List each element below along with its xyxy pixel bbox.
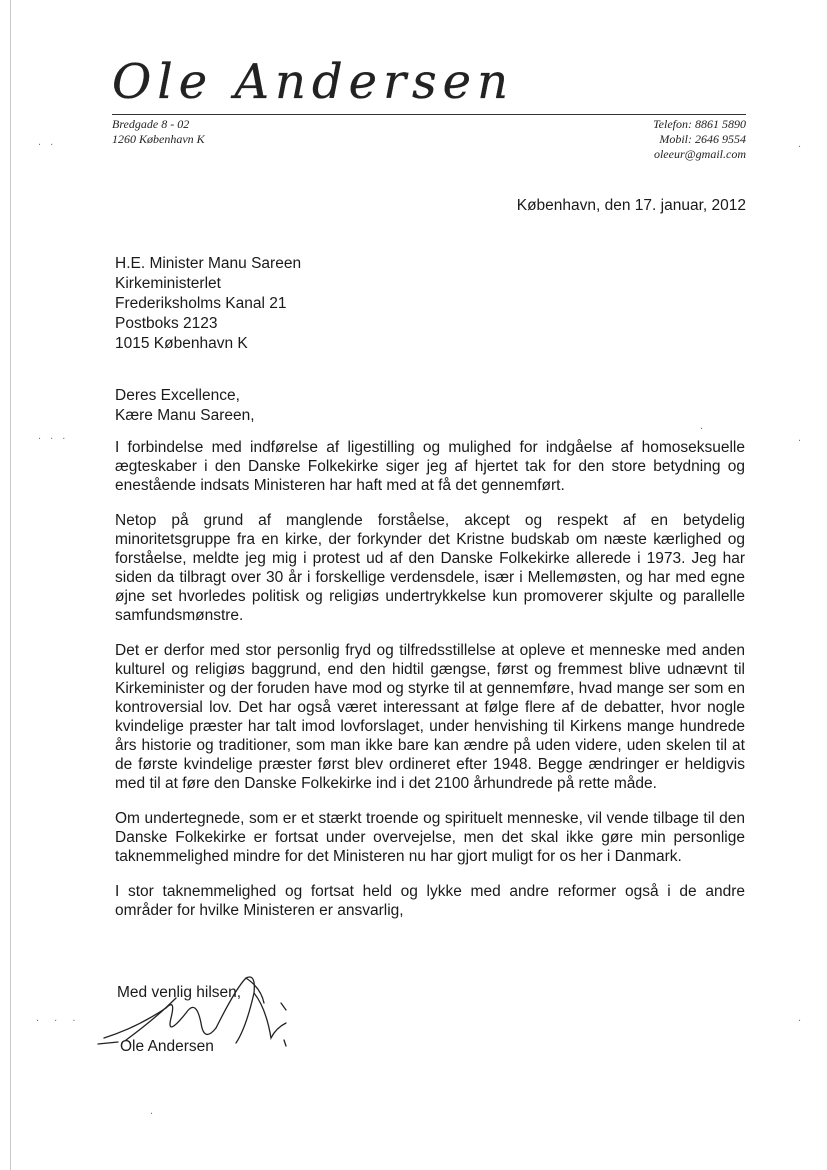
scan-edge-line	[10, 0, 11, 1170]
sender-email: oleeur@gmail.com	[653, 147, 746, 161]
sender-contact	[653, 117, 746, 162]
sender-city: 1260 København K	[112, 132, 205, 146]
sender-address	[112, 117, 205, 147]
closing-line: Med venlig hilsen,	[117, 984, 242, 1001]
letter-date: København, den 17. januar, 2012	[516, 197, 746, 214]
svg-text:Ole Andersen: Ole Andersen	[112, 54, 514, 110]
recipient-line: 1015 København K	[115, 335, 248, 352]
salutation	[115, 386, 255, 426]
letterhead-rule	[112, 114, 746, 115]
letter-body	[115, 438, 745, 936]
sender-phone: Telefon: 8861 5890	[653, 117, 746, 131]
recipient-line: Frederiksholms Kanal 21	[115, 295, 287, 312]
recipient-address	[115, 254, 301, 354]
letterhead-logo	[112, 50, 746, 110]
salutation-line: Kære Manu Sareen,	[115, 407, 255, 424]
body-paragraph: I stor taknemmelighed og fortsat held og lykke med andre reformer også i de andre områder for hvilke Ministeren er ansvarlig,	[115, 883, 745, 919]
body-paragraph: Netop på grund af manglende forståelse, akcept og respekt af en betydelig minoritetsgruppe fra en kirke, der forkynder det Kristne budskab om næste kærlighed og forståelse, meldte jeg mig i protest ud af den Danske Folkekirke allerede i 1973. Jeg har siden da tilbragt over 30 år i forskellige verdensdele, især i Mellemøsten, og har med egne øjne set hvorledes politisk og religiøs undertrykkelse kun promoverer skjulte og parallelle samfundsmønstre.	[115, 512, 745, 624]
sender-mobile: Mobil: 2646 9554	[659, 132, 746, 146]
recipient-line: Postboks 2123	[115, 315, 218, 332]
body-paragraph: I forbindelse med indførelse af ligestilling og mulighed for indgåelse af homoseksuelle ægteskaber i den Danske Folkekirke siger jeg af hjertet tak for den store betydning og enestående indsats Ministeren har haft med at få det gennemført.	[115, 439, 745, 494]
recipient-line: Kirkeministerlet	[115, 275, 221, 292]
sender-street: Bredgade 8 - 02	[112, 117, 190, 131]
salutation-line: Deres Excellence,	[115, 387, 240, 404]
recipient-line: H.E. Minister Manu Sareen	[115, 255, 302, 272]
body-paragraph: Om undertegnede, som er et stærkt troende og spirituelt menneske, vil vende tilbage til den Danske Folkekirke er fortsat under overvejelse, men det skal ikke gøre min personlige taknemmelighed mindre for det Ministeren nu har gjort muligt for os her i Danmark.	[115, 810, 745, 865]
body-paragraph: Det er derfor med stor personlig fryd og tilfredsstillelse at opleve et menneske med anden kulturel og religiøs baggrund, end den hidtil gængse, først og fremmest blive udnævnt til Kirkeminister og der foruden have mod og styrke til at gennemføre, hvad mange ser som en kontroversial lov. Det har også været interessant at følge flere af de debatter, hvor nogle kvindelige præster har talt imod lovforslaget, under henvishing til Kirkens mange hundrede års historie og traditioner, som man ikke bare kan ændre på uden videre, uden skelen til at de første kvindelige præster først blev ordineret efter 1948. Begge ændringer er heldigvis med til at føre den Danske Folkekirke ind i det 2100 århundrede på rette måde.	[115, 642, 745, 792]
sender-name: Ole Andersen	[120, 1038, 214, 1055]
